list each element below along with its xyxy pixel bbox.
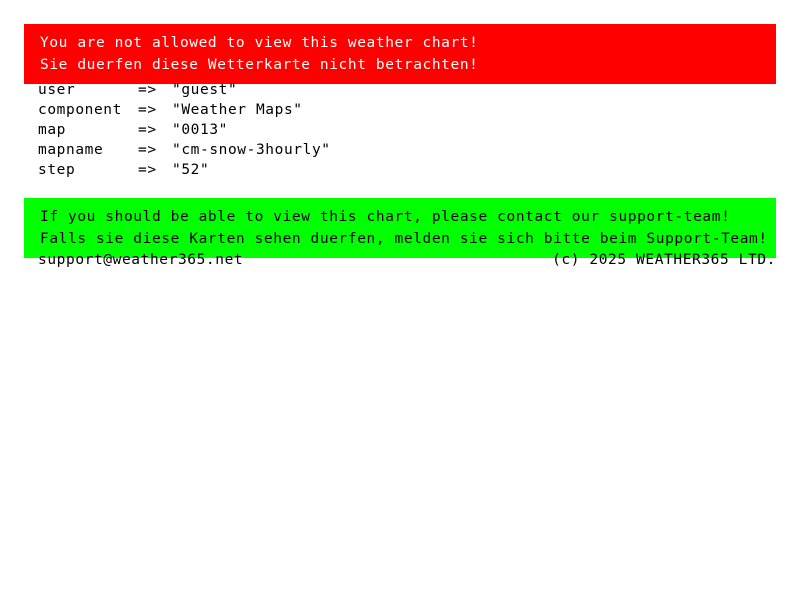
param-arrow: => [138,142,157,158]
table-row [38,80,331,100]
param-key-component: component [38,102,122,118]
param-value-mapname: "cm-snow-3hourly" [172,142,331,158]
param-key-user: user [38,82,76,98]
param-value-user: "guest" [172,82,238,98]
table-row [38,160,331,180]
access-denied-text-de: Sie duerfen diese Wetterkarte nicht betrachten! [40,57,479,73]
support-email-link[interactable]: support@weather365.net [38,252,244,268]
request-parameters-table [38,80,331,180]
param-arrow: => [138,102,157,118]
param-arrow: => [138,162,157,178]
footer [38,250,776,270]
support-text-en: If you should be able to view this chart, please contact our support-team! [40,209,731,225]
access-denied-banner [24,24,776,84]
copyright-text: (c) 2025 WEATHER365 LTD. [552,252,776,268]
param-key-step: step [38,162,76,178]
param-arrow: => [138,122,157,138]
table-row [38,120,331,140]
table-row [38,100,331,120]
table-row [38,140,331,160]
param-arrow: => [138,82,157,98]
param-value-component: "Weather Maps" [172,102,303,118]
access-denied-text-en: You are not allowed to view this weather chart! [40,35,479,51]
support-text-de: Falls sie diese Karten sehen duerfen, melden sie sich bitte beim Support-Team! [40,231,768,247]
param-value-step: "52" [172,162,210,178]
support-banner [24,198,776,258]
param-key-mapname: mapname [38,142,104,158]
param-value-map: "0013" [172,122,228,138]
param-key-map: map [38,122,66,138]
